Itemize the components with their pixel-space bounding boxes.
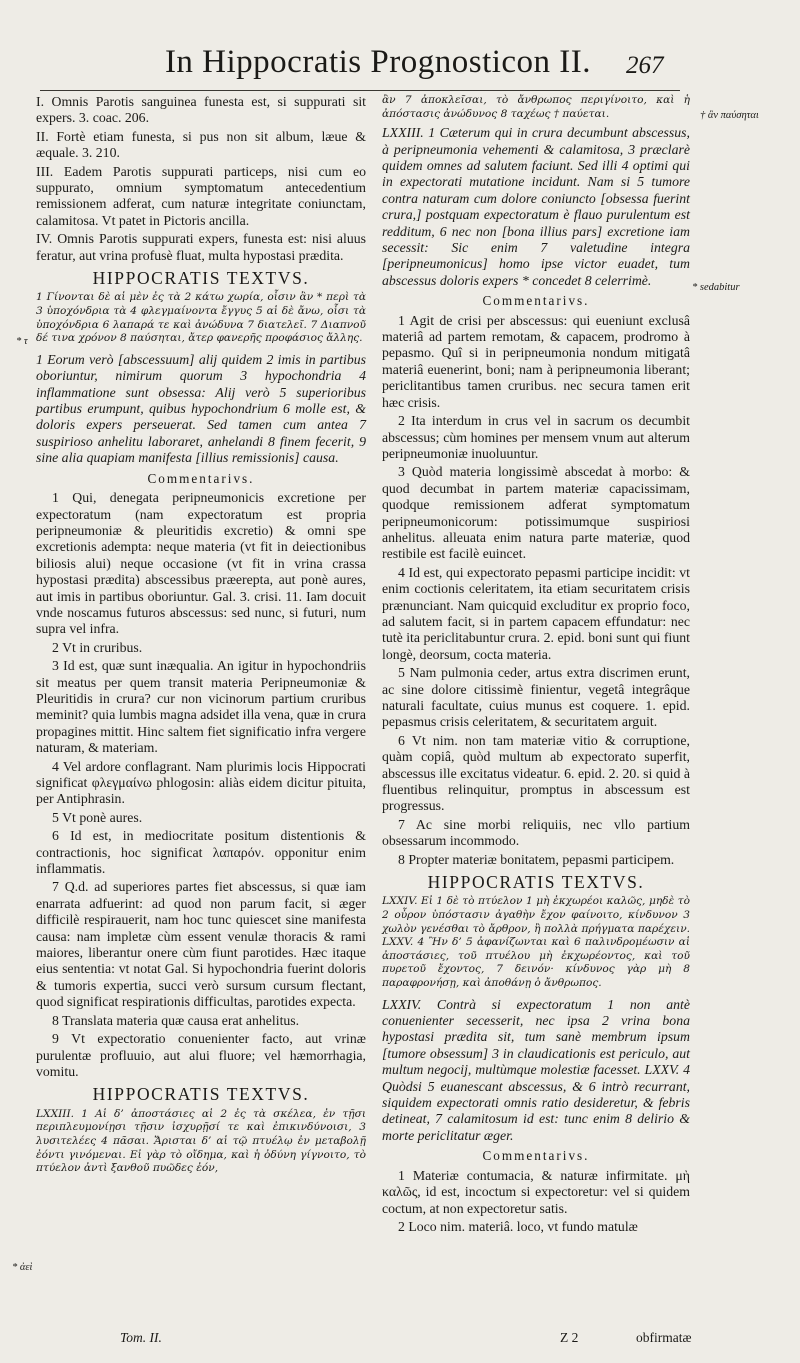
greek-text: 1 Γίνονται δὲ αἱ μὲν ἐς τὰ 2 κάτω χωρία, οἷσιν ἂν * περὶ τὰ 3 ὑποχόνδρια τὰ 4 φλεγμαίνοντα ἔγγυς 5 αἱ δὲ ἄνω, οἷσι τὰ ὑποχόνδρια 6 λαπαρά τε καὶ ἀνώδυνα 7 διατελεῖ. 7 Διαπνοῦ δέ τινα χρόνον 8 παύσηται, ἄτερ φανερῆς προφάσιος ἄλλης. [36, 291, 366, 345]
commentary-r-7: 7 Ac sine morbi reliquiis, nec vllo partium obsessarum incommodo. [382, 816, 690, 849]
commentary-r-2: 2 Ita interdum in crus vel in sacrum os decumbit abscessus; cùm homines per mensem vnum aut alterum peripneumoniæ inuoluuntur. [382, 413, 690, 461]
commentary-note-2: 2 Vt in cruribus. [52, 639, 143, 655]
commentary-r-8: 8 Propter materiæ bonitatem, pepasmi participem. [398, 851, 675, 867]
margin-note-left-greek: * τ [16, 336, 28, 347]
commentary-note-1: 1 Qui, denegata peripneumonicis excretione per expectoratum (nam expectoratum est propria peripneumoniæ & pleuritidis excretio) & omni spe excretionis adempta: neque materia (vt fit in deiectionibus biliosis alui) neque occasione (vt fit in vrina crassa hypostasi prædita) abscessibus præerepta, aut ponè aures, aut imis in partibus oboriuntur. Gal. 3. crisi. 11. Iam docuit vnde noscamus futuros abscessus: sed nunc, si futuri, num supra vel infra. [36, 490, 366, 637]
commentary-note-5: 5 Vt ponè aures. [52, 809, 143, 825]
commentary-r-3: 3 Quòd materia longissimè abscedat à morbo: & quod decumbat in partem materiæ capacissimam, quodque remissionem adferat symptomatum peripneumonicorum: potissimumque suspiriosi anhelitus. alleuata enim natura parte materiæ, quod restibile est facilè euincet. [382, 464, 690, 562]
page-number: 267 [626, 52, 664, 79]
commentary-r-5: 5 Nam pulmonia ceder, artus extra discrimen erunt, ac sine dolore citissimè finientur, vegetâ integrâque naturali facultate, cuius munus est coquere. 1. epid. pepasmus crisis celeritatem, & securitatem arguit. [382, 665, 690, 730]
commentarius-heading-3: Commentarivs. [482, 1148, 590, 1164]
commentary-note-8: 8 Translata materia quæ causa erat anhelitus. [52, 1012, 300, 1028]
margin-note-sedabitur: * sedabitur [692, 282, 740, 293]
commentary-note-9: 9 Vt expectoratio conuenienter facto, aut vrinæ purulentæ profluuio, aut alui fluore; vel hæmorrhagia, vomitu. [36, 1031, 366, 1079]
section-heading-hippocratis-textus-2: HIPPOCRATIS TEXTVS. [92, 1084, 310, 1105]
commentary-r-6: 6 Vt nim. non tam materiæ vitio & corruptione, quàm copiâ, quòd multum ab expectorato superfit, abscessus ille excitatus videatur. 6. epid. 2. 20. si quid à fluentibus relinquitur, promptus in abscessum est progressus. [382, 732, 690, 814]
commentary-r-1: 1 Agit de crisi per abscessus: qui eueniunt exclusâ materiâ ad partem remotam, & capacem, prodromo à pepasmo. Quî si in peripneumonia nondum mitigatâ materiâ euenerint, boni; nam à peripneumonia liberant; periclitantibus tamen cruribus. nec secura tamen erit hæc crisis. [382, 312, 690, 410]
running-title: In Hippocratis Prognosticon II. [164, 44, 592, 80]
greek-text-continued: ἂν 7 ἀποκλεῖσαι, τὸ ἄνθρωπος περιγίνοιτο, καὶ ἡ ἀπόστασις ἀνώδυνος 8 ταχέως † παύεται. [382, 94, 690, 120]
right-column [382, 94, 690, 1237]
commentary-r-9: 1 Materiæ contumacia, & naturæ infirmitate. μὴ καλῶς, id est, incoctum si expectoretur: vel si quidem coctum, at non expectoretur satis. [382, 1167, 690, 1216]
latin-translation-lxxiii: LXXIII. 1 Cæterum qui in crura decumbunt abscessus, à peripneumonia vehementi & calamitosa, 3 præclarè quidem omnes ad salutem faciunt. Sed illi 4 optimi qui in expectorati mutatione incidunt. Nam si 5 tumore contra naturam cum dolore coniuncto [obsessa fuerint crura,] postquam expectoratum è flauo purulentum est redditum, 6 nec non [bona illius pars] excretione iam secessit: Sic enim 7 valetudine integra [peripneumonicus] homo ipse victor euadet, tum abscessus doloris expers * concedet 8 celerrimè. [382, 125, 690, 288]
commentary-note-7: 7 Q.d. ad superiores partes fiet abscessus, si quæ iam enarrata adfuerint: ad quod non parum facit, si æger difficilè respirauerit, nam hoc tunc quiescet sine manifesta causa: nam impletæ cùm essent venulæ thoracis & rami maiores, liberantur onere cùm fiunt parotides. Hæc itaque eius sententia: vt notat Gal. Si hypochondria fuerint doloris & tumoris expertia, succi verò sursum cursum flectant, quod significat respirationis difficultas, parotides expecta. [36, 879, 366, 1010]
greek-text-lxxiv: LXXIV. Εἰ 1 δὲ τὸ πτύελον 1 μὴ ἐκχωρέοι καλῶς, μηδὲ τὸ 2 οὖρον ὑπόστασιν ἀγαθὴν ἔχον φαίνοιτο, κίνδυνον 3 χωλὸν γενέσθαι τὸ ἄρθρον, ἢ πολλὰ πρήγματα παρέχειν. LXXV. 4 Ἢν δ’ 5 ἀφανίζωνται καὶ 6 παλινδρομέωσιν αἱ ἀποστάσιες, τοῦ πτυέλου μὴ ἐκχωρέοντος, καὶ τοῦ πυρετοῦ ἔχοντος, 7 δεινόν· κίνδυνος γὰρ μὴ 8 παραφρονήσῃ, καὶ ἀποθάνῃ ὁ ἄνθρωπος. [382, 895, 690, 990]
section-heading-hippocratis-textus: HIPPOCRATIS TEXTVS. [92, 268, 310, 289]
header-rule [40, 90, 680, 91]
latin-translation: 1 Eorum verò [abscessuum] alij quidem 2 imis in partibus oboriuntur, nimirum quorum 3 hypochondria 4 inflammatione sunt obsessa: Alij verò 5 superioribus partibus erumpunt, quibus hypochondrium 6 molle est, & doloris expers perseuerat. Sed tamen cum antea 7 suspirioso anhelitu laboraret, anhelandi 8 finem fecerit, 9 sine alia quapiam manifesta [illius remissionis] causa. [36, 351, 366, 466]
paragraph-I: I. Omnis Parotis sanguinea funesta est, si suppurati sit expers. 3. coac. 206. [36, 94, 366, 126]
commentary-r-10: 2 Loco nim. materiâ. loco, vt fundo matulæ [398, 1218, 638, 1234]
commentary-r-4: 4 Id est, qui expectorato pepasmi participe incidit: vt enim coctionis celeritatem, ita etiam securitatem crisis prænunciant. Nam quicquid excluditur ex proprio foco, ad salutem facit, si in partem capacem effundatur: nec tutè ita periclitabuntur crura. 2. epid. boni sunt qui fiunt longè, deorsum, cocta materia. [382, 564, 690, 662]
left-column [36, 94, 366, 1178]
margin-note-left-bottom: * ἀεὶ [12, 1262, 33, 1273]
signature-mark: Z 2 [560, 1330, 579, 1345]
latin-translation-lxxiv: LXXIV. Contrà si expectoratum 1 non antè conuenienter secesserit, nec ipsa 2 vrina bona hypostasi prædita sit, tum sanè membrum ipsum [tumore obsessum] 3 in claudicationis est periculo, aut multum negocij, multùmque molestiæ facesset. LXXV. 4 Quòdsi 5 euanescant abscessus, & 6 intrò recurrant, siquidem expectorati omnis ratio desideretur, & febris detineat, 7 calamitosum id est: tunc enim 8 delirio & morte periclitatur æger. [382, 996, 690, 1143]
paragraph-III: III. Eadem Parotis suppurati particeps, nisi cum eo suppurato, omnium symptomatum antecedentium remissionem adferat, cum naturæ integritate coniunctam, calamitosa. Vt patet in Pictoris ancilla. [36, 163, 366, 228]
paragraph-IV: IV. Omnis Parotis suppurati expers, funesta est: nisi aluus feratur, aut vrina profusè fluat, multa hypostasi prædita. [36, 231, 366, 263]
commentary-note-4: 4 Vel ardore conflagrant. Nam plurimis locis Hippocrati significat φλεγμαίνω phlogosin: aliàs eidem dicitur pituita, per Antiphrasin. [36, 758, 366, 807]
commentary-note-6: 6 Id est, in mediocritate positum distentionis & contractionis, hoc significat λαπαρόν. opponitur enim inflammatis. [36, 828, 366, 877]
commentary-note-3: 3 Id est, quæ sunt inæqualia. An igitur in hypochondriis sit meatus per quem transit materia Peripneumoniæ & Pleuritidis in crura? cur non vicinorum partium cruribus meminit? quia lumbis magna adsidet illa vena, quæ in crura propagines mittit. Hinc saltem fiet significatio infra vergere naturam, & materiam. [36, 658, 366, 756]
catchword: obfirmatæ [636, 1330, 692, 1345]
commentarius-heading: Commentarivs. [147, 470, 255, 486]
section-heading-hippocratis-textus-3: HIPPOCRATIS TEXTVS. [427, 872, 645, 893]
volume-mark: Tom. II. [120, 1330, 162, 1345]
commentarius-heading-2: Commentarivs. [482, 293, 590, 309]
greek-text-lxxiii: LXXIII. 1 Αἱ δ’ ἀποστάσιες αἱ 2 ἐς τὰ σκέλεα, ἐν τῇσι περιπλευμονίῃσι τῇσιν ἰσχυρῇσί τε καὶ ἐπικινδύνοισι, 3 λυσιτελέες 4 πᾶσαι. Ἄρισται δ’ αἱ τῷ πτυέλῳ ἐν μεταβολῇ ἐόντι γινόμεναι. Εἰ γὰρ τὸ οἴδημα, καὶ ἡ ὀδύνη γίγνοιτο, τὸ πτύελον ἀντὶ ξανθοῦ πυῶδες ἐόν, [36, 1107, 366, 1175]
margin-note-right-greek: † ἂν παύσηται [700, 110, 759, 121]
paragraph-II: II. Fortè etiam funesta, si pus non sit album, læue & æquale. 3. 210. [36, 128, 366, 161]
